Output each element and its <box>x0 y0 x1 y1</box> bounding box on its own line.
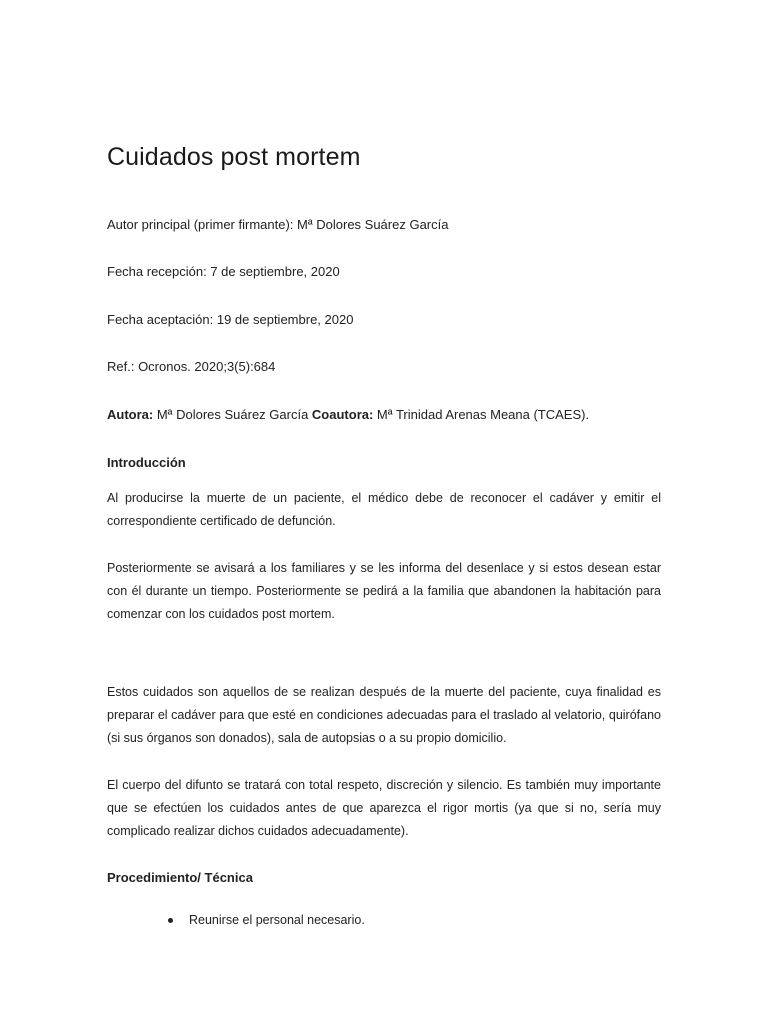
reference-line: Ref.: Ocronos. 2020;3(5):684 <box>107 359 276 374</box>
autor-principal-line: Autor principal (primer firmante): Mª Dolores Suárez García <box>107 217 449 232</box>
fecha-recepcion-line: Fecha recepción: 7 de septiembre, 2020 <box>107 264 340 279</box>
list-item <box>165 910 365 930</box>
intro-paragraph-1: Al producirse la muerte de un paciente, el médico debe de reconocer el cadáver y emitir el correspondiente certificado de defunción. <box>107 491 661 528</box>
document-title: Cuidados post mortem <box>107 143 361 171</box>
list-item-text: Reunirse el personal necesario. <box>189 913 365 927</box>
procedure-list <box>165 910 365 930</box>
introduccion-heading: Introducción <box>107 455 186 470</box>
coautora-label: Coautora: <box>311 407 374 422</box>
autora-label: Autora: <box>107 407 154 422</box>
intro-paragraph-2: Posteriormente se avisará a los familiares y se les informa del desenlace y si estos desean estar con él durante un tiempo. Posteriormente se pedirá a la familia que abandonen la habitación para comenzar con los cuidados post mortem. <box>107 561 661 621</box>
bullet-icon <box>168 918 173 923</box>
autora-value: Mª Dolores Suárez García <box>153 407 312 422</box>
fecha-aceptacion-line: Fecha aceptación: 19 de septiembre, 2020 <box>107 312 354 327</box>
intro-paragraph-4: El cuerpo del difunto se tratará con total respeto, discreción y silencio. Es también muy importante que se efectúen los cuidados antes de que aparezca el rigor mortis (ya que si no, sería muy complicado realizar dichos cuidados adecuadamente). <box>107 778 661 838</box>
coautora-value: Mª Trinidad Arenas Meana (TCAES). <box>373 407 590 422</box>
authors-line <box>107 407 589 423</box>
procedimiento-heading: Procedimiento/ Técnica <box>107 870 253 885</box>
intro-paragraph-3: Estos cuidados son aquellos de se realizan después de la muerte del paciente, cuya finalidad es preparar el cadáver para que esté en condiciones adecuadas para el traslado al velatorio, quirófano (si sus órganos son donados), sala de autopsias o a su propio domicilio. <box>107 685 661 745</box>
